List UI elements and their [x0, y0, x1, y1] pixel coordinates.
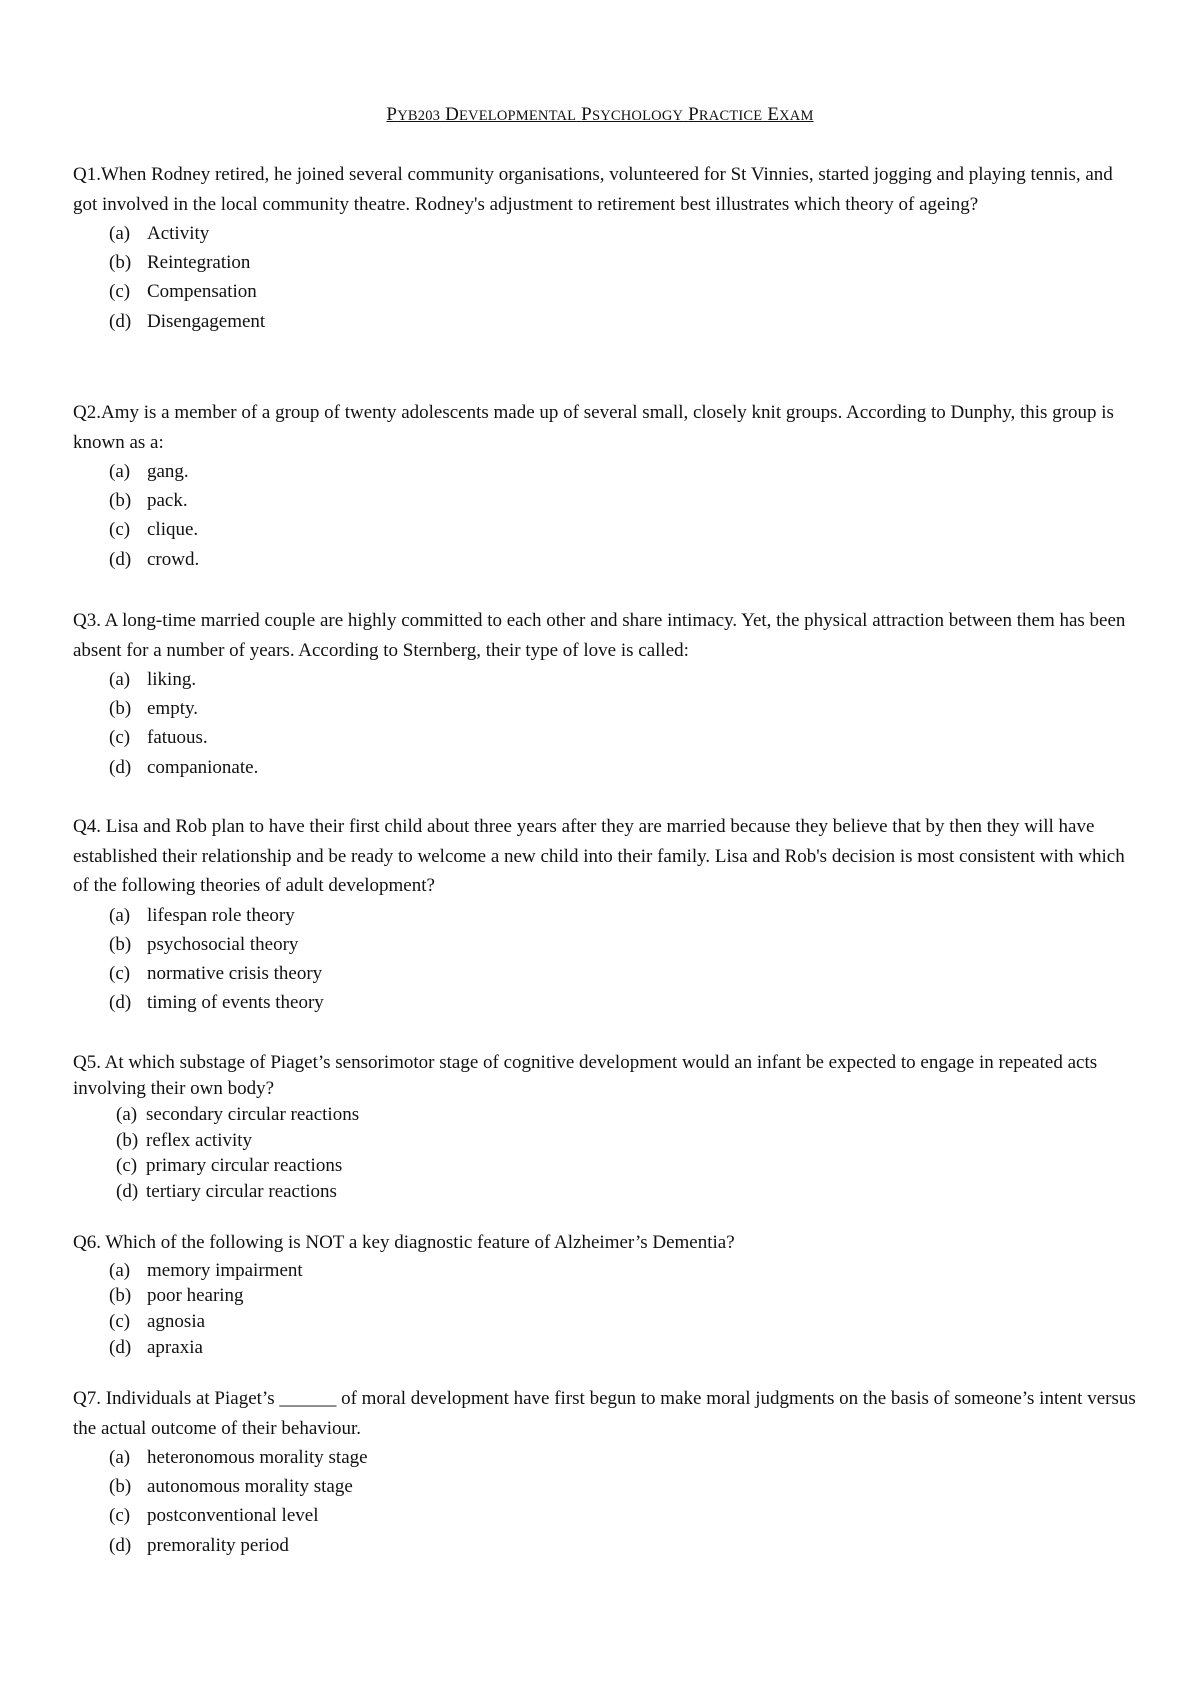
question-stem: Q2.Amy is a member of a group of twenty adolescents made up of several small, closely knit groups. According to Dunphy, this group is known as a:	[73, 402, 1114, 453]
question-1	[73, 160, 1138, 336]
question-stem: Q7. Individuals at Piaget’s ______ of moral development have first begun to make moral judgments on the basis of someone’s intent versus the actual outcome of their behaviour.	[73, 1388, 1136, 1439]
answer-options	[73, 219, 1138, 336]
answer-option: (b) autonomous morality stage	[109, 1476, 353, 1498]
answer-option: (d) tertiary circular reactions	[116, 1180, 337, 1202]
answer-option: (c) postconventional level	[109, 1505, 319, 1527]
question-stem: Q4. Lisa and Rob plan to have their first child about three years after they are married because they believe that by then they will have established their relationship and be ready to welcome a new child into their family. Lisa and Rob's decision is most consistent with which of the following theories of adult development?	[73, 816, 1125, 896]
answer-option: (a) liking.	[109, 669, 197, 690]
answer-option: (c) fatuous.	[109, 727, 208, 749]
answer-option: (c) normative crisis theory	[109, 962, 323, 984]
question-stem: Q5. At which substage of Piaget’s sensorimotor stage of cognitive development would an infant be expected to engage in repeated acts involving their own body?	[73, 1052, 1098, 1099]
answer-options	[73, 457, 1138, 574]
question-5	[73, 1050, 1138, 1204]
answer-option: (b) Reintegration	[109, 252, 251, 274]
answer-option: (c) agnosia	[109, 1311, 206, 1333]
answer-option: (c) primary circular reactions	[116, 1155, 343, 1176]
question-3	[73, 606, 1138, 782]
answer-option: (d) timing of events theory	[109, 992, 324, 1014]
answer-option: (d) companionate.	[109, 756, 259, 778]
exam-title: PYB203 DEVELOPMENTAL PSYCHOLOGY PRACTICE EXAM	[386, 104, 814, 125]
answer-option: (d) Disengagement	[109, 310, 266, 332]
answer-option: (d) premorality period	[109, 1534, 289, 1556]
answer-option: (a) memory impairment	[109, 1259, 303, 1281]
answer-option: (b) empty.	[109, 698, 199, 720]
answer-option: (d) apraxia	[109, 1336, 203, 1358]
question-6	[73, 1228, 1138, 1361]
answer-option: (b) pack.	[109, 490, 188, 512]
answer-option: (a) secondary circular reactions	[116, 1104, 360, 1125]
question-stem: Q3. A long-time married couple are highly committed to each other and share intimacy. Yet, the physical attraction between them has been absent for a number of years. According to Sternberg, their type of love is called:	[73, 610, 1126, 661]
answer-option: (c) Compensation	[109, 281, 257, 303]
question-2	[73, 398, 1138, 574]
answer-option: (c) clique.	[109, 519, 199, 541]
answer-options	[73, 1258, 1138, 1361]
answer-option: (b) reflex activity	[116, 1129, 253, 1151]
question-stem: Q6. Which of the following is NOT a key diagnostic feature of Alzheimer’s Dementia?	[73, 1232, 735, 1253]
answer-option: (b) psychosocial theory	[109, 933, 299, 955]
answer-option: (a) gang.	[109, 461, 189, 482]
answer-options	[73, 665, 1138, 782]
question-7	[73, 1384, 1138, 1560]
question-stem: Q1.When Rodney retired, he joined several community organisations, volunteered for St Vinnies, started jogging and playing tennis, and got involved in the local community theatre. Rodney's adjustment to retirement best illustrates which theory of ageing?	[73, 164, 1113, 215]
answer-option: (a) Activity	[109, 223, 210, 244]
question-4	[73, 812, 1138, 1017]
answer-option: (a) lifespan role theory	[109, 904, 295, 926]
answer-options	[73, 1443, 1138, 1560]
answer-option: (d) crowd.	[109, 548, 200, 570]
answer-options	[73, 1102, 1138, 1204]
answer-option: (a) heteronomous morality stage	[109, 1447, 368, 1468]
answer-option: (b) poor hearing	[109, 1285, 244, 1307]
answer-options	[73, 901, 1138, 1018]
